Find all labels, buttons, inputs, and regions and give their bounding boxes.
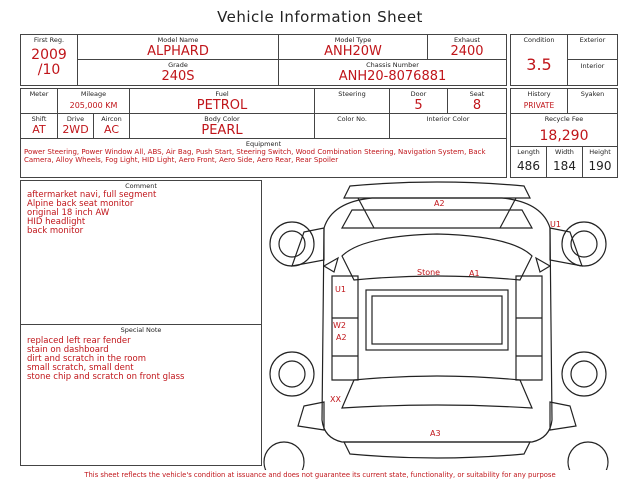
recycle-fee-value: 18,290 [539,128,589,144]
first-reg-value: 2009 /10 [31,47,67,78]
hood-right-line [500,198,516,228]
shift-cell [20,113,58,139]
body-color-value: PEARL [201,123,243,138]
grade-label: Grade [168,61,188,69]
damage-mark-a2-left: A2 [336,333,347,342]
color-no-cell [314,113,390,139]
model-name-value: ALPHARD [147,44,209,59]
comment-box [20,180,262,325]
model-name-cell [77,34,279,60]
aircon-value: AC [103,123,119,136]
front-right-wheel [562,222,606,266]
door-label: Door [410,90,427,98]
seat-cell [447,88,507,114]
interior-cell [567,59,618,86]
condition-label: Condition [523,36,555,44]
color-no-label: Color No. [337,115,367,123]
width-cell [546,146,583,178]
condition-value: 3.5 [526,55,552,74]
shift-value: AT [32,123,46,136]
history-label: History [527,90,551,98]
body-color-label: Body Color [204,115,240,123]
exterior-cell [567,34,618,60]
damage-mark-u1-left: U1 [335,285,346,294]
interior-color-label: Interior Color [426,115,470,123]
history-cell [510,88,568,114]
front-left-hub [279,231,305,257]
model-name-label: Model Name [157,36,199,44]
front-bumper-outline [344,182,530,198]
meter-cell [20,88,58,114]
chassis-label: Chassis Number [366,61,419,69]
left-mirror [324,258,338,272]
recycle-fee-label: Recycle Fee [544,115,584,123]
right-side-windows [516,276,542,380]
front-left-fender [292,228,324,266]
rear-right-fender [550,402,576,430]
rear-right-wheel [562,352,606,396]
door-value: 5 [414,98,423,113]
drive-label: Drive [66,115,85,123]
equipment-label: Equipment [245,140,282,148]
meter-label: Meter [29,90,49,98]
comment-text: aftermarket navi, full segment Alpine back seat monitor original 18 inch AW HID headlight back monitor [27,190,157,236]
fuel-value: PETROL [196,98,248,113]
special-note-box [20,324,262,466]
disclaimer-footer: This sheet reflects the vehicle's condition at issuance and does not guarantee its current state, functionality, or suitability for any purpose [84,471,556,479]
height-value: 190 [588,159,612,173]
damage-mark-a2-top: A2 [434,199,445,208]
mileage-label: Mileage [80,90,107,98]
hood-left-line [358,198,374,228]
height-label: Height [589,148,611,156]
spare-wheel-right [568,442,608,470]
exterior-label: Exterior [579,36,606,44]
right-mirror [536,258,550,272]
exhaust-label: Exhaust [453,36,481,44]
damage-mark-stone: Stone [417,268,441,277]
interior-color-cell [389,113,507,139]
rear-window [342,376,532,408]
chassis-value: ANH20-8076881 [338,69,447,84]
aircon-label: Aircon [101,115,122,123]
hood-panel [342,210,532,228]
first-reg-cell [20,34,78,86]
comment-label: Comment [125,182,157,190]
exhaust-value: 2400 [450,44,484,59]
length-cell [510,146,547,178]
length-value: 486 [517,159,540,173]
aircon-cell [93,113,130,139]
height-cell [582,146,618,178]
condition-cell [510,34,568,86]
damage-mark-xx: XX [330,395,341,404]
shift-label: Shift [31,115,47,123]
drive-cell [57,113,94,139]
equipment-cell [20,138,507,178]
syaken-label: Syaken [580,90,605,98]
seat-value: 8 [472,98,482,113]
chassis-cell [278,59,507,86]
exhaust-cell [427,34,507,60]
mileage-value: 205,000 KM [69,101,118,110]
equipment-text: Power Steering, Power Window All, ABS, Air Bag, Push Start, Steering Switch, Wood Combination Steering, Navigation System, Back Camera, Alloy Wheels, Fog Light, HID Light, Aero Front, Aero Side, Aero Rear, Rear Spoiler [24,148,486,164]
damage-mark-a3: A3 [430,429,441,438]
sheet-title: Vehicle Information Sheet [217,8,423,26]
width-value: 184 [553,159,576,173]
mileage-cell [57,88,130,114]
model-type-value: ANH20W [324,44,382,59]
front-right-fender [550,228,582,266]
rear-left-wheel [270,352,314,396]
damage-mark-w2: W2 [333,321,346,330]
damage-mark-u1-right: U1 [550,220,561,229]
history-value: PRIVATE [523,101,555,110]
interior-label: Interior [580,62,605,70]
rear-left-fender [298,402,324,430]
width-label: Width [555,148,574,156]
rear-right-hub [571,361,597,387]
front-right-hub [571,231,597,257]
grade-cell [77,59,279,86]
damage-mark-a1: A1 [469,269,480,278]
length-label: Length [517,148,540,156]
drive-value: 2WD [62,123,89,136]
model-type-label: Model Type [334,36,372,44]
door-cell [389,88,448,114]
rear-left-hub [279,361,305,387]
recycle-fee-cell [510,113,618,147]
special-note-label: Special Note [120,326,162,334]
fuel-cell [129,88,315,114]
roof-inner [372,296,502,344]
model-type-cell [278,34,428,60]
rear-bumper-outline [344,442,530,458]
first-reg-label: First Reg. [33,36,65,44]
grade-value: 240S [161,69,195,84]
syaken-cell [567,88,618,114]
roof-panel [366,290,508,350]
steering-cell [314,88,390,114]
front-left-wheel [270,222,314,266]
spare-wheel-left [264,442,304,470]
fuel-label: Fuel [215,90,229,98]
body-color-cell [129,113,315,139]
vehicle-damage-diagram [262,180,622,470]
special-note-text: replaced left rear fender stain on dashboard dirt and scratch in the room small scratch, small dent stone chip and scratch on front glass [27,336,185,382]
steering-label: Steering [338,90,366,98]
seat-label: Seat [469,90,485,98]
